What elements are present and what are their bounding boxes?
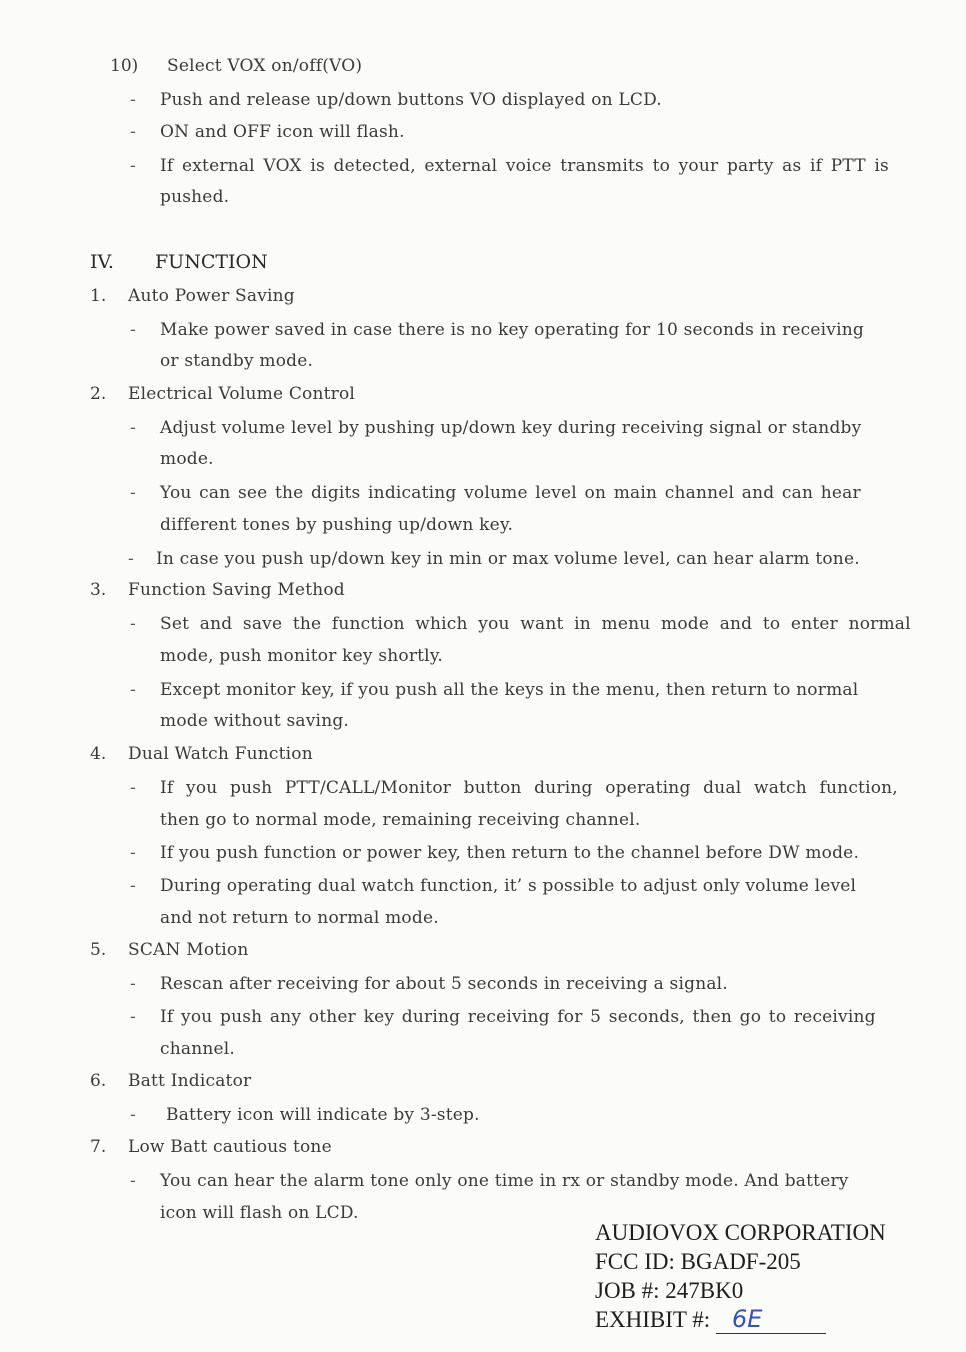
bullet-dash: -: [130, 156, 136, 176]
section-numeral: IV.: [90, 251, 114, 273]
bullet-text: If you push any other key during receiving for 5 seconds, then go to receiving: [160, 1007, 876, 1027]
fcc-value: BGADF-205: [680, 1249, 801, 1274]
bullet-text-continued: mode without saving.: [160, 711, 350, 731]
bullet-text-continued: channel.: [160, 1039, 236, 1059]
section-title: FUNCTION: [155, 251, 268, 273]
bullet-dash: -: [128, 549, 134, 569]
bullet-dash: -: [130, 614, 136, 634]
stamp-company: AUDIOVOX CORPORATION: [595, 1220, 886, 1245]
bullet-text: You can see the digits indicating volume level on main channel and can hear: [160, 483, 861, 503]
bullet-dash: -: [130, 1007, 136, 1027]
bullet-text-continued: pushed.: [160, 187, 230, 207]
bullet-dash: -: [130, 843, 136, 863]
bullet-dash: -: [130, 876, 136, 896]
function-number: 7.: [90, 1137, 107, 1157]
bullet-text-continued: then go to normal mode, remaining receiving channel.: [160, 810, 641, 830]
function-number: 1.: [90, 286, 107, 306]
bullet-text: Adjust volume level by pushing up/down key during receiving signal or standby: [160, 418, 862, 438]
bullet-text: If you push function or power key, then return to the channel before DW mode.: [160, 843, 860, 863]
item-10-title: Select VOX on/off(VO): [167, 56, 363, 76]
bullet-dash: -: [130, 483, 136, 503]
item-10-number: 10): [110, 56, 139, 76]
exhibit-value: 6E: [716, 1307, 826, 1334]
function-title: Low Batt cautious tone: [128, 1137, 332, 1157]
bullet-text: You can hear the alarm tone only one time in rx or standby mode. And battery: [160, 1171, 849, 1191]
function-number: 6.: [90, 1071, 107, 1091]
fcc-label: FCC ID:: [595, 1249, 675, 1274]
bullet-text: In case you push up/down key in min or max volume level, can hear alarm tone.: [156, 549, 860, 569]
bullet-text: Make power saved in case there is no key operating for 10 seconds in receiving: [160, 320, 864, 340]
bullet-dash: -: [130, 122, 136, 142]
bullet-text: ON and OFF icon will flash.: [160, 122, 405, 142]
bullet-dash: -: [130, 1105, 136, 1125]
bullet-text: Except monitor key, if you push all the keys in the menu, then return to normal: [160, 680, 859, 700]
stamp-fcc-id: [595, 1247, 886, 1276]
bullet-text: If external VOX is detected, external voice transmits to your party as if PTT is: [160, 156, 889, 176]
bullet-text: During operating dual watch function, it’ s possible to adjust only volume level: [160, 876, 857, 896]
bullet-dash: -: [130, 778, 136, 798]
function-number: 2.: [90, 384, 107, 404]
function-number: 5.: [90, 940, 107, 960]
job-value: 247BK0: [665, 1278, 744, 1303]
bullet-text: If you push PTT/CALL/Monitor button during operating dual watch function,: [160, 778, 898, 798]
function-title: Auto Power Saving: [128, 286, 295, 306]
bullet-dash: -: [130, 90, 136, 110]
function-title: Batt Indicator: [128, 1071, 252, 1091]
bullet-text-continued: different tones by pushing up/down key.: [160, 515, 514, 535]
stamp-job: [595, 1276, 886, 1305]
function-title: SCAN Motion: [128, 940, 249, 960]
bullet-text: Rescan after receiving for about 5 seconds in receiving a signal.: [160, 974, 728, 994]
bullet-text-continued: and not return to normal mode.: [160, 908, 439, 928]
bullet-text-continued: mode, push monitor key shortly.: [160, 646, 443, 666]
function-number: 4.: [90, 744, 107, 764]
job-label: JOB #:: [595, 1278, 660, 1303]
bullet-dash: -: [130, 418, 136, 438]
bullet-dash: -: [130, 1171, 136, 1191]
stamp-exhibit: [595, 1305, 886, 1334]
bullet-text: Push and release up/down buttons VO displayed on LCD.: [160, 90, 662, 110]
function-title: Electrical Volume Control: [128, 384, 356, 404]
function-number: 3.: [90, 580, 107, 600]
bullet-dash: -: [130, 320, 136, 340]
bullet-text-continued: icon will flash on LCD.: [160, 1203, 359, 1223]
bullet-text: Set and save the function which you want in menu mode and to enter normal: [160, 614, 911, 634]
bullet-text-continued: or standby mode.: [160, 351, 314, 371]
bullet-dash: -: [130, 680, 136, 700]
bullet-text-continued: mode.: [160, 449, 214, 469]
bullet-text: Battery icon will indicate by 3-step.: [166, 1105, 480, 1125]
exhibit-label: EXHIBIT #:: [595, 1307, 711, 1332]
bullet-dash: -: [130, 974, 136, 994]
function-title: Function Saving Method: [128, 580, 345, 600]
function-title: Dual Watch Function: [128, 744, 313, 764]
fcc-stamp: [595, 1218, 886, 1334]
